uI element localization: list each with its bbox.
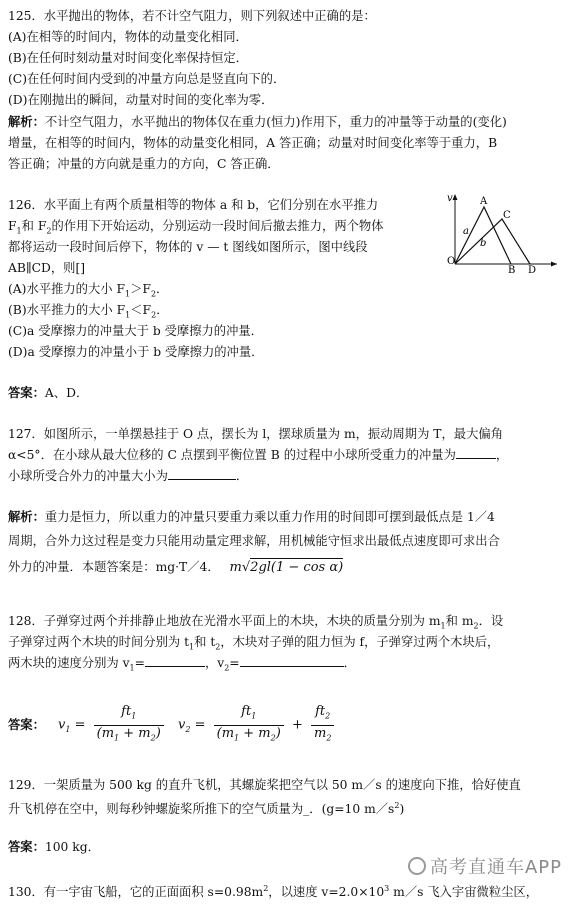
fig-origin: O [447,256,456,267]
q127-analysis-line-3: 外力的冲量．本题答案是：mg·T／4． m√2gl(1 − cos α) [8,560,344,575]
q127-blank-2 [168,479,236,480]
q125-analysis-line-2: 增量，在相等的时间内，物体的动量变化相同，A 答正确；动量对时间变化率等于重力，B [8,136,498,150]
q126-line-4: AB∥CD，则[] [8,261,86,275]
fig-line-b: b [480,238,487,249]
q127-analysis-line-2: 周期，合外力这过程是变力只能用动量定理求解，用机械能守恒求出最低点速度即可求出合 [8,534,500,548]
q126-answer: 答案：A、D． [8,385,89,400]
q127-analysis-label: 解析： [8,509,45,524]
q125-option-d: (D)在刚抛出的瞬间，动量对时间的变化率为零． [8,93,274,107]
q126-answer-label: 答案： [8,385,45,400]
q128-answer-label: 答案： [8,717,45,732]
q128-line-3: 两木块的速度分别为 $v_1=$ ，$v_2=$ ． [8,656,356,673]
q129-answer: 答案：100 kg． [8,839,100,854]
q125-option-b: (B)在任何时刻动量对时间变化率保持恒定． [8,51,248,65]
q126-option-d: (D)a 受摩擦力的冲量小于 b 受摩擦力的冲量． [8,345,264,359]
fig-point-d: D [528,265,537,274]
q126-option-a: (A)水平推力的大小 $F_1>F_2$． [8,282,169,299]
q128-line-2: 子弹穿过两个木块的时间分别为 $t_1$和 $t_2$，木块对子弹的阻力恒为 f，子弹穿过两个木块后， [8,635,500,652]
q126-line-3: 都将运动一段时间后停下，物体的 v — t 图线如图所示，图中线段 [8,240,368,254]
watermark-logo-icon [408,857,426,875]
q126-line-1: 126．水平面上有两个质量相等的物体 a 和 b，它们分别在水平推力 [8,198,379,212]
q128-blank-2 [240,666,344,667]
q126-option-b: (B)水平推力的大小 $F_1<F_2$． [8,303,169,320]
q129-answer-label: 答案： [8,839,45,854]
watermark: 高考直通车APP [408,853,562,879]
q127-blank-1 [456,458,496,459]
q125-stem: 125．水平抛出的物体，若不计空气阻力，则下列叙述中正确的是： [8,9,376,23]
q125-analysis-label: 解析： [8,114,45,129]
q127-analysis-line-1: 解析：重力是恒力，所以重力的冲量只要重力乘以重力作用的时间即可摆到最低点是 1／4 [8,509,495,524]
fig-point-c: C [503,210,511,221]
q127-line-1: 127．如图所示，一单摆悬挂于 O 点，摆长为 l，摆球质量为 m，振动周期为 T，最大偏角 [8,427,503,441]
q129-line-2: 升飞机停在空中，则每秒钟螺旋桨所推下的空气质量为_．(g=10 $m/s^2$) [8,801,405,817]
q125-option-c: (C)在任何时间内受到的冲量方向总是竖直向下的． [8,72,286,86]
q125-option-a: (A)在相等的时间内，物体的动量变化相同． [8,30,248,44]
q126-line-2: $F_1$和 $F_2$的作用下开始运动，分别运动一段时间后撤去推力，两个物体 [8,219,384,236]
fig-line-a: a [463,226,469,237]
fig-point-b: B [508,265,516,274]
q126-option-c: (C)a 受摩擦力的冲量大于 b 受摩擦力的冲量． [8,324,263,338]
q128-blank-1 [145,666,205,667]
fig-axis-v: v [447,193,453,204]
q127-line-3: 小球所受合外力的冲量大小为 ． [8,469,249,483]
q127-formula: m√2gl(1 − cos α) [229,560,344,575]
q126-vt-diagram [447,192,560,274]
q125-analysis-line-3: 答正确；冲量的方向就是重力的方向，C 答正确． [8,157,280,171]
q130-line-1: 130．有一宇宙飞船，它的正面面积 $s=0.98m^2$，以速度 $v=2.0\times 10^3$ m／s 飞入宇宙微粒尘区， [8,884,539,900]
q128-v1-formula: $v_1$ = $\frac{ft_1}{(m_1 + m_2)}$ [58,704,168,746]
fig-point-a: A [480,196,488,207]
q125-analysis-line-1: 解析：不计空气阻力，水平抛出的物体仅在重力(恒力)作用下，重力的冲量等于动量的(变化) [8,114,507,129]
q128-v2-formula: $v_2$ = $\frac{ft_1}{(m_1 + m_2)}$ + $\frac{ft_2}{m_2}$ [178,704,338,746]
q127-line-2: α<5°．在小球从最大位移的 C 点摆到平衡位置 B 的过程中小球所受重力的冲量为 ， [8,448,509,462]
q128-line-1: 128．子弹穿过两个并排静止地放在光滑水平面上的木块，木块的质量分别为 $m_1$和 $m_2$．设 [8,614,504,631]
q129-line-1: 129．一架质量为 500 kg 的直升飞机，其螺旋桨把空气以 50 m／s 的速度向下推，恰好使直 [8,778,521,792]
